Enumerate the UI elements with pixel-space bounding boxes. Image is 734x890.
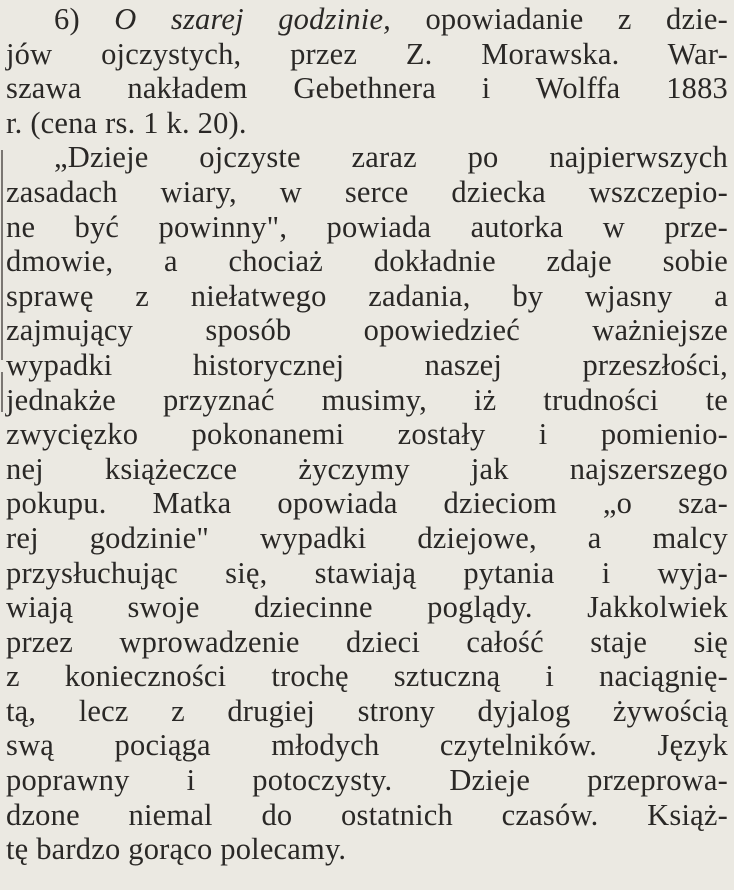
review-line-4: r. (cena rs. 1 k. 20). [6,105,247,140]
review-line-17: przysłuchując się, stawiają pytania i wyja- [6,555,728,590]
column-rule-lower [1,372,3,412]
review-line-24: dzone niemal do ostatnich czasów. Książ- [6,797,728,832]
book-title: O szarej godzinie, [114,2,392,36]
entry-description: opowiadanie z dzie- [425,2,728,36]
review-line-23: poprawny i potoczysty. Dzieje przeprowa- [6,763,728,798]
column-rule-upper [1,150,3,360]
review-line-11: wypadki historycznej naszej przeszłości, [6,347,728,382]
review-line-9: sprawę z niełatwego zadania, by wjasny a [6,278,728,313]
review-line-5: „Dzieje ojczyste zaraz po najpierwszych [54,140,728,175]
review-line-19: przez wprowadzenie dzieci całość staje się [6,624,728,659]
review-line-22: swą pociąga młodych czytelników. Język [6,728,728,763]
review-line-1 [6,2,728,37]
review-line-6: zasadach wiary, w serce dziecka wszczepio- [6,174,728,209]
review-line-21: tą, lecz z drugiej strony dyjalog żywością [6,693,728,728]
review-line-13: zwycięzko pokonanemi zostały i pomienio- [6,417,728,452]
review-line-16: rej godzinie" wypadki dziejowe, a malcy [6,520,728,555]
review-line-10: zajmujący sposób opowiedzieć ważniejsze [6,313,728,348]
book-review-column [6,2,728,867]
entry-number: 6) [54,2,80,36]
review-line-14: nej książeczce życzymy jak najszerszego [6,451,728,486]
review-line-2: jów ojczystych, przez Z. Morawska. War- [6,36,728,71]
review-line-7: ne być powinny", powiada autorka w prze- [6,209,728,244]
review-line-25: tę bardzo gorąco polecamy. [6,832,347,867]
review-line-12: jednakże przyznać musimy, iż trudności te [6,382,728,417]
review-line-18: wiają swoje dziecinne poglądy. Jakkolwiek [6,590,728,625]
review-line-8: dmowie, a chociaż dokładnie zdaje sobie [6,244,728,279]
review-line-15: pokupu. Matka opowiada dzieciom „o sza- [6,486,728,521]
review-line-20: z konieczności trochę sztuczną i naciągnię- [6,659,728,694]
review-line-3: szawa nakładem Gebethnera i Wolffa 1883 [6,71,728,106]
